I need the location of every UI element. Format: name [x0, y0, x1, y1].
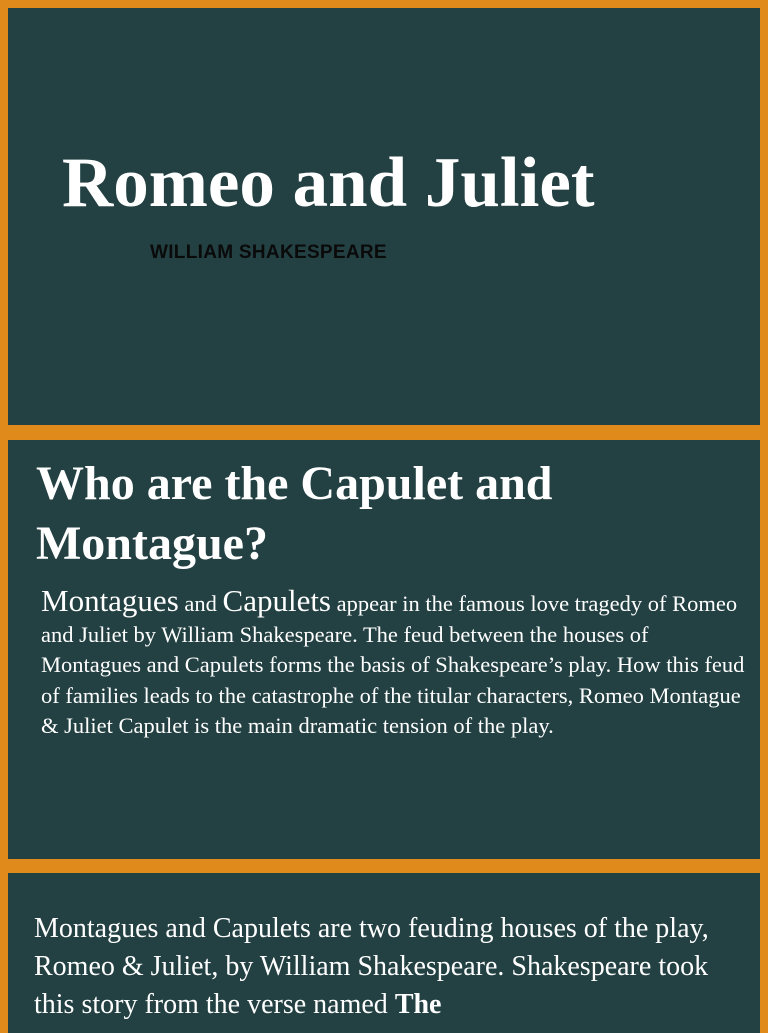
- body-text: appear in the famous love tragedy of Romeo and Juliet by William Shakespeare. The feud between the houses of Montagues and Capulets forms the basis of Shakespeare’s play. How this feud of families leads to the catastrophe of the titular characters, Romeo Montague & Juliet Capulet is the main dramatic tension of the play.: [41, 591, 745, 738]
- slide-title: Romeo and Juliet: [62, 144, 595, 222]
- slide-subtitle-author: WILLIAM SHAKESPEARE: [150, 242, 387, 263]
- slide-body-paragraph: [34, 910, 750, 1024]
- connector-word: and: [178, 591, 223, 616]
- lead-word-montagues: Montagues: [41, 583, 179, 618]
- lead-word-capulets: Capulets: [222, 583, 332, 618]
- bold-title-text: The: [394, 989, 442, 1020]
- title-slide: [8, 8, 760, 425]
- body-text: Montagues and Capulets are two feuding houses of the play, Romeo & Juliet, by William Shakespeare. Shakespeare took this story from the verse named: [34, 913, 709, 1020]
- content-slide-capulet-montague: [8, 440, 760, 859]
- slide-heading: Who are the Capulet and Montague?: [36, 457, 553, 570]
- slide-body-paragraph: [41, 583, 753, 742]
- content-slide-feuding-houses: [8, 873, 760, 1033]
